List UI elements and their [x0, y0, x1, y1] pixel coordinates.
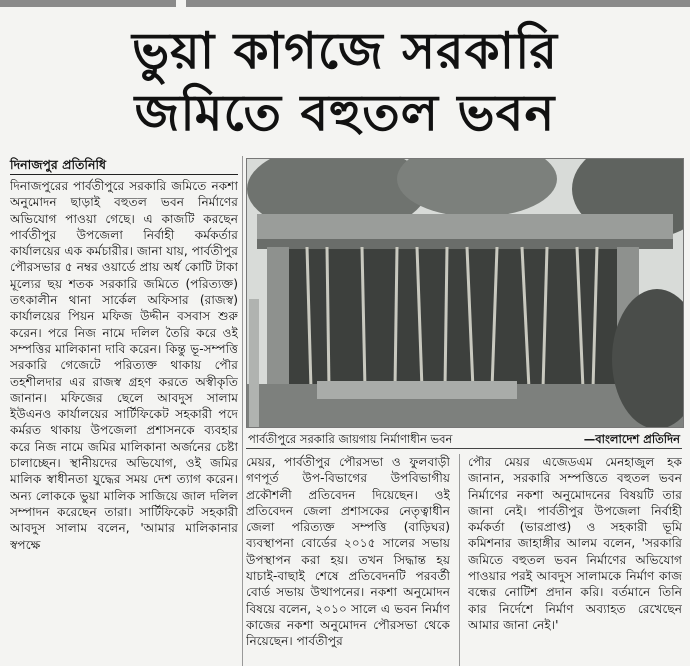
article-photo: [246, 158, 684, 428]
column-divider: [242, 156, 243, 666]
byline: দিনাজপুর প্রতিনিধি: [10, 156, 238, 175]
headline: [0, 20, 690, 144]
caption-text: পার্বতীপুরে সরকারি জায়গায় নির্মাণাধীন ভবন: [248, 432, 453, 446]
photo-caption: [246, 430, 682, 449]
article-column-1: দিনাজপুরের পার্বতীপুরে সরকারি জমিতে নকশা অনুমোদন ছাড়াই বহুতল ভবন নির্মাণের অভিযোগ পাওয়া গেছে। এ কাজটি করছেন পার্বতীপুর উপজেলা নির্বাহী কর্মকর্তার কার্যালয়ের এক কর্মচারীর। জানা যায়, পার্বতীপুর পৌরসভার ৫ নম্বর ওয়ার্ডে প্রায় অর্ধ কোটি টাকা মূল্যের ছয় শতক সরকারি জমিতে (পরিত্যক্ত) তৎকালীন থানা সার্কেল অফিসার (রাজস্ব) কার্যালয়ের পিয়ন মফিজ উদ্দীন বসবাস শুরু করেন। পরে নিজ নামে দলিল তৈরি করে ওই সম্পত্তির মালিকানা দাবি করেন। কিন্তু ভূ-সম্পত্তি সরকারি গেজেটে পরিত্যক্ত থাকায় পৌর তহশীলদার এর রাজস্ব গ্রহণ করতে অস্বীকৃতি জানান। মফিজের ছেলে আবদুস সালাম ইউএনও কার্যালয়ের সার্টিফিকেট সহকারী পদে কর্মরত থাকায় উপজেলা প্রশাসনকে ব্যবহার করে নিজ নামে জমির মালিকানা অর্জনের চেষ্টা চালাচ্ছেন। স্থানীয়দের অভিযোগ, ওই জমির মালিক স্বাধীনতা যুদ্ধের সময় দেশ ত্যাগ করেন। অন্য লোককে ভুয়া মালিক সাজিয়ে জাল দলিল সম্পাদন করেছেন তারা। সার্টিফিকেট সহকারী আবদুস সালাম বলেন, 'আমার মালিকানার স্বপক্ষে: [10, 179, 238, 552]
article-column-2: মেয়র, পার্বতীপুর পৌরসভা ও ফুলবাড়ী গণপূর্ত উপ-বিভাগের উপবিভাগীয় প্রকৌশলী প্রতিবেদন দিয়েছেন। ওই প্রতিবেদন জেলা প্রশাসকের নেতৃত্বাধীন জেলা পরিত্যক্ত সম্পত্তি (বাড়িঘর) ব্যবস্থাপনা বোর্ডের ২০১৫ সালের সভায় উপস্থাপন করা হয়। তখন সিদ্ধান্ত হয় যাচাই-বাছাই শেষে প্রতিবেদনটি পরবর্তী বোর্ড সভায় উত্থাপনের। নকশা অনুমোদন বিষয়ে বলেন, ২০১০ সালে এ ভবন নির্মাণ কাজের নকশা অনুমোদন পৌরসভা থেকে নিয়েছেন। পার্বতীপুর: [246, 455, 450, 649]
construction-photo-illustration: [247, 159, 683, 427]
headline-line-1: ভুয়া কাগজে সরকারি: [132, 22, 558, 80]
top-rule: [0, 0, 690, 7]
headline-line-2: জমিতে বহুতল ভবন: [134, 84, 556, 142]
column-divider: [459, 454, 460, 666]
article-column-3: পৌর মেয়র এজেডএম মেনহাজুল হক জানান, সরকারি সম্পত্তিতে বহুতল ভবন নির্মাণের নকশা অনুমোদনের বিষয়টি তার জানা নেই। পার্বতীপুর উপজেলা নির্বাহী কর্মকর্তা (ভারপ্রাপ্ত) ও সহকারী ভূমি কমিশনার জাহাঙ্গীর আলম বলেন, 'সরকারি জমিতে বহুতল ভবন নির্মাণের অভিযোগ পাওয়ার পরই আবদুস সালামকে নির্মাণ কাজ বন্ধের নোটিশ প্রদান করি। বর্তমানে তিনি কার নির্দেশে নির্মাণ অব্যাহত রেখেছেন আমার জানা নেই।': [468, 455, 682, 632]
photo-credit: —বাংলাদেশ প্রতিদিন: [583, 432, 680, 446]
